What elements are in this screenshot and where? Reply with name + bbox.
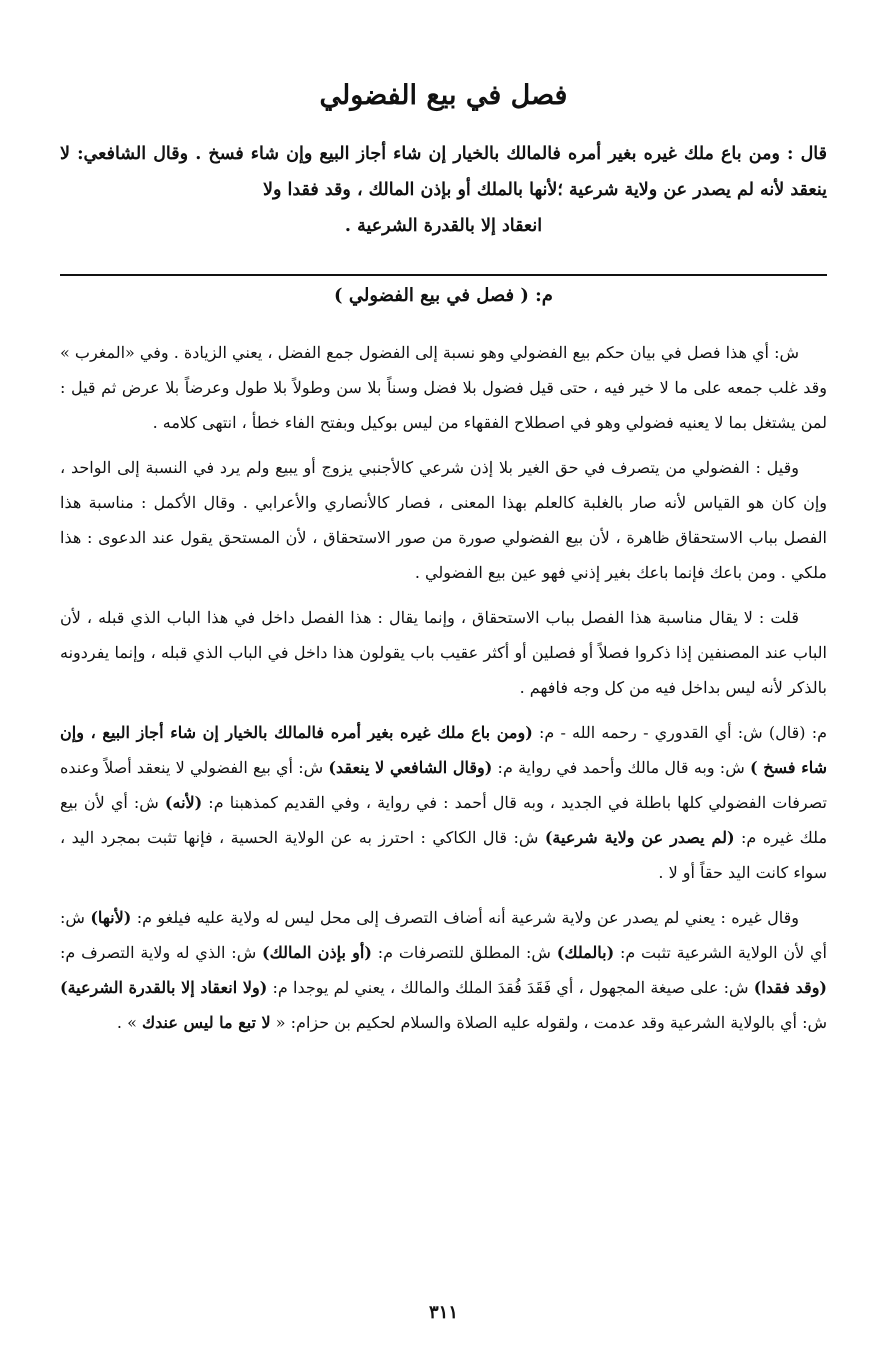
quoted-matn: (لم يصدر عن ولاية شرعية): [544, 828, 735, 847]
matn-line: انعقاد إلا بالقدرة الشرعية .: [344, 216, 543, 236]
text-run: » .: [116, 1013, 142, 1032]
matn-line: قال : ومن باع ملك غيره بغير أمره فالمالك بالخيار إن شاء أجاز البيع وإن شاء فسخ . وقال: [153, 144, 827, 164]
text-run: ش: على صيغة المجهول ، أي فَقَدَ فُقدَ الملك والمالك ، يعني لم يوجدا م:: [267, 978, 754, 997]
quoted-matn: (ومن باع ملك غيره بغير أمره فالمالك بالخيار إن شاء أجاز البيع ، وإن شاء فسخ ): [60, 723, 828, 777]
text-run: ش: أي لأن بيع ملك غيره م:: [60, 793, 828, 847]
text-run: ش: وبه قال مالك وأحمد في رواية م:: [492, 758, 750, 777]
quoted-matn: (بالملك): [556, 943, 615, 962]
matn-line: الشافعي: لا ينعقد لأنه لم يصدر عن ولاية شرعية ؛لأنها بالملك أو بإذن المالك ، وقد فقدا ولا: [60, 144, 827, 200]
hadith-quote: لا تبع ما ليس عندك: [141, 1013, 271, 1032]
text-run: ش: قال الكاكي : احترز به عن الولاية الحسية ، فإنها تثبت بمجرد اليد ، سواء كانت اليد حقاً أو لا .: [60, 828, 827, 882]
page-number: ٣١١: [428, 1302, 458, 1323]
quoted-matn: (وقد فقدا): [753, 978, 827, 997]
commentary-paragraph: قلت : لا يقال مناسبة هذا الفصل بباب الاستحقاق ، وإنما يقال : هذا الفصل داخل في هذا الباب الذي قبله ، لأن الباب عند المصنفين إذا ذكروا فصلاً أو فصلين أو أكثر عقيب باب يقولون هذا داخل في الباب الذي قبله ، وإنما يفردونه بالذكر لأنه ليس بداخل فيه من كل وجه فافهم .: [60, 608, 827, 697]
book-page: [60, 70, 827, 1350]
quoted-matn: (لأنه): [164, 793, 203, 812]
text-run: وقال غيره : يعني لم يصدر عن ولاية شرعية أنه أضاف التصرف إلى محل ليس له ولاية عليه فيلغو م:: [131, 908, 799, 927]
matn-text: [60, 136, 827, 244]
commentary-heading: م: ( فصل في بيع الفضولي ): [334, 285, 553, 306]
commentary-body: [60, 335, 827, 1050]
text-run: ش: أي لأن الولاية الشرعية تثبت م:: [60, 908, 828, 962]
commentary-paragraph: ش: أي هذا فصل في بيان حكم بيع الفضولي وهو نسبة إلى الفضول جمع الفضل ، يعني الزيادة . وفي «المغرب » وقد غلب جمعه على ما لا خير فيه ، حتى قيل فضول بلا فضل وسناً بلا سن وطولاً بلا طول وعرضاً بلا عرض ثم قيل : لمن يشتغل بما لا يعنيه فضولي وهو في اصطلاح الفقهاء من ليس بوكيل وبفتح الفاء خطأ ، انتهى كلامه .: [60, 343, 827, 432]
text-run: ش: الذي له ولاية التصرف م:: [60, 943, 263, 962]
commentary-paragraph: [60, 900, 827, 1040]
text-run: ش: أي بيع الفضولي لا ينعقد أصلاً وعنده تصرفات الفضولي كلها باطلة في الجديد ، وبه قال أحمد : في رواية ، وفي القديم كمذهبنا م:: [60, 758, 828, 812]
chapter-title: فصل في بيع الفضولي: [319, 80, 568, 111]
quoted-matn: (وقال الشافعي لا ينعقد): [328, 758, 493, 777]
commentary-paragraph: وقيل : الفضولي من يتصرف في حق الغير بلا إذن شرعي كالأجنبي يزوج أو يبيع ولم يرد في النسبة إلى الواحد ، وإن كان هو القياس لأنه صار بالغلبة كالعلم بهذا المعنى ، فصار كالأنصاري والأعرابي . وقال الأكمل : مناسبة هذا الفصل بباب الاستحقاق ظاهرة ، لأن بيع الفضولي صورة من صور الاستحقاق ، لأن المستحق يقول عند الدعوى : هذا ملكي . ومن باعك فإنما باعك بغير إذني فهو عين بيع الفضولي .: [60, 458, 828, 582]
commentary-paragraph: [60, 715, 827, 890]
quoted-matn: (أو بإذن المالك): [262, 943, 372, 962]
text-run: ش: المطلق للتصرفات م:: [371, 943, 557, 962]
text-run: م: (قال) ش: أي القدوري - رحمه الله - م:: [532, 723, 828, 742]
quoted-matn: (لأنها): [90, 908, 132, 927]
section-divider: [60, 274, 827, 276]
text-run: ش: أي بالولاية الشرعية وقد عدمت ، ولقوله عليه الصلاة والسلام لحكيم بن حزام: «: [270, 1013, 827, 1032]
quoted-matn: (ولا انعقاد إلا بالقدرة الشرعية): [60, 978, 268, 997]
